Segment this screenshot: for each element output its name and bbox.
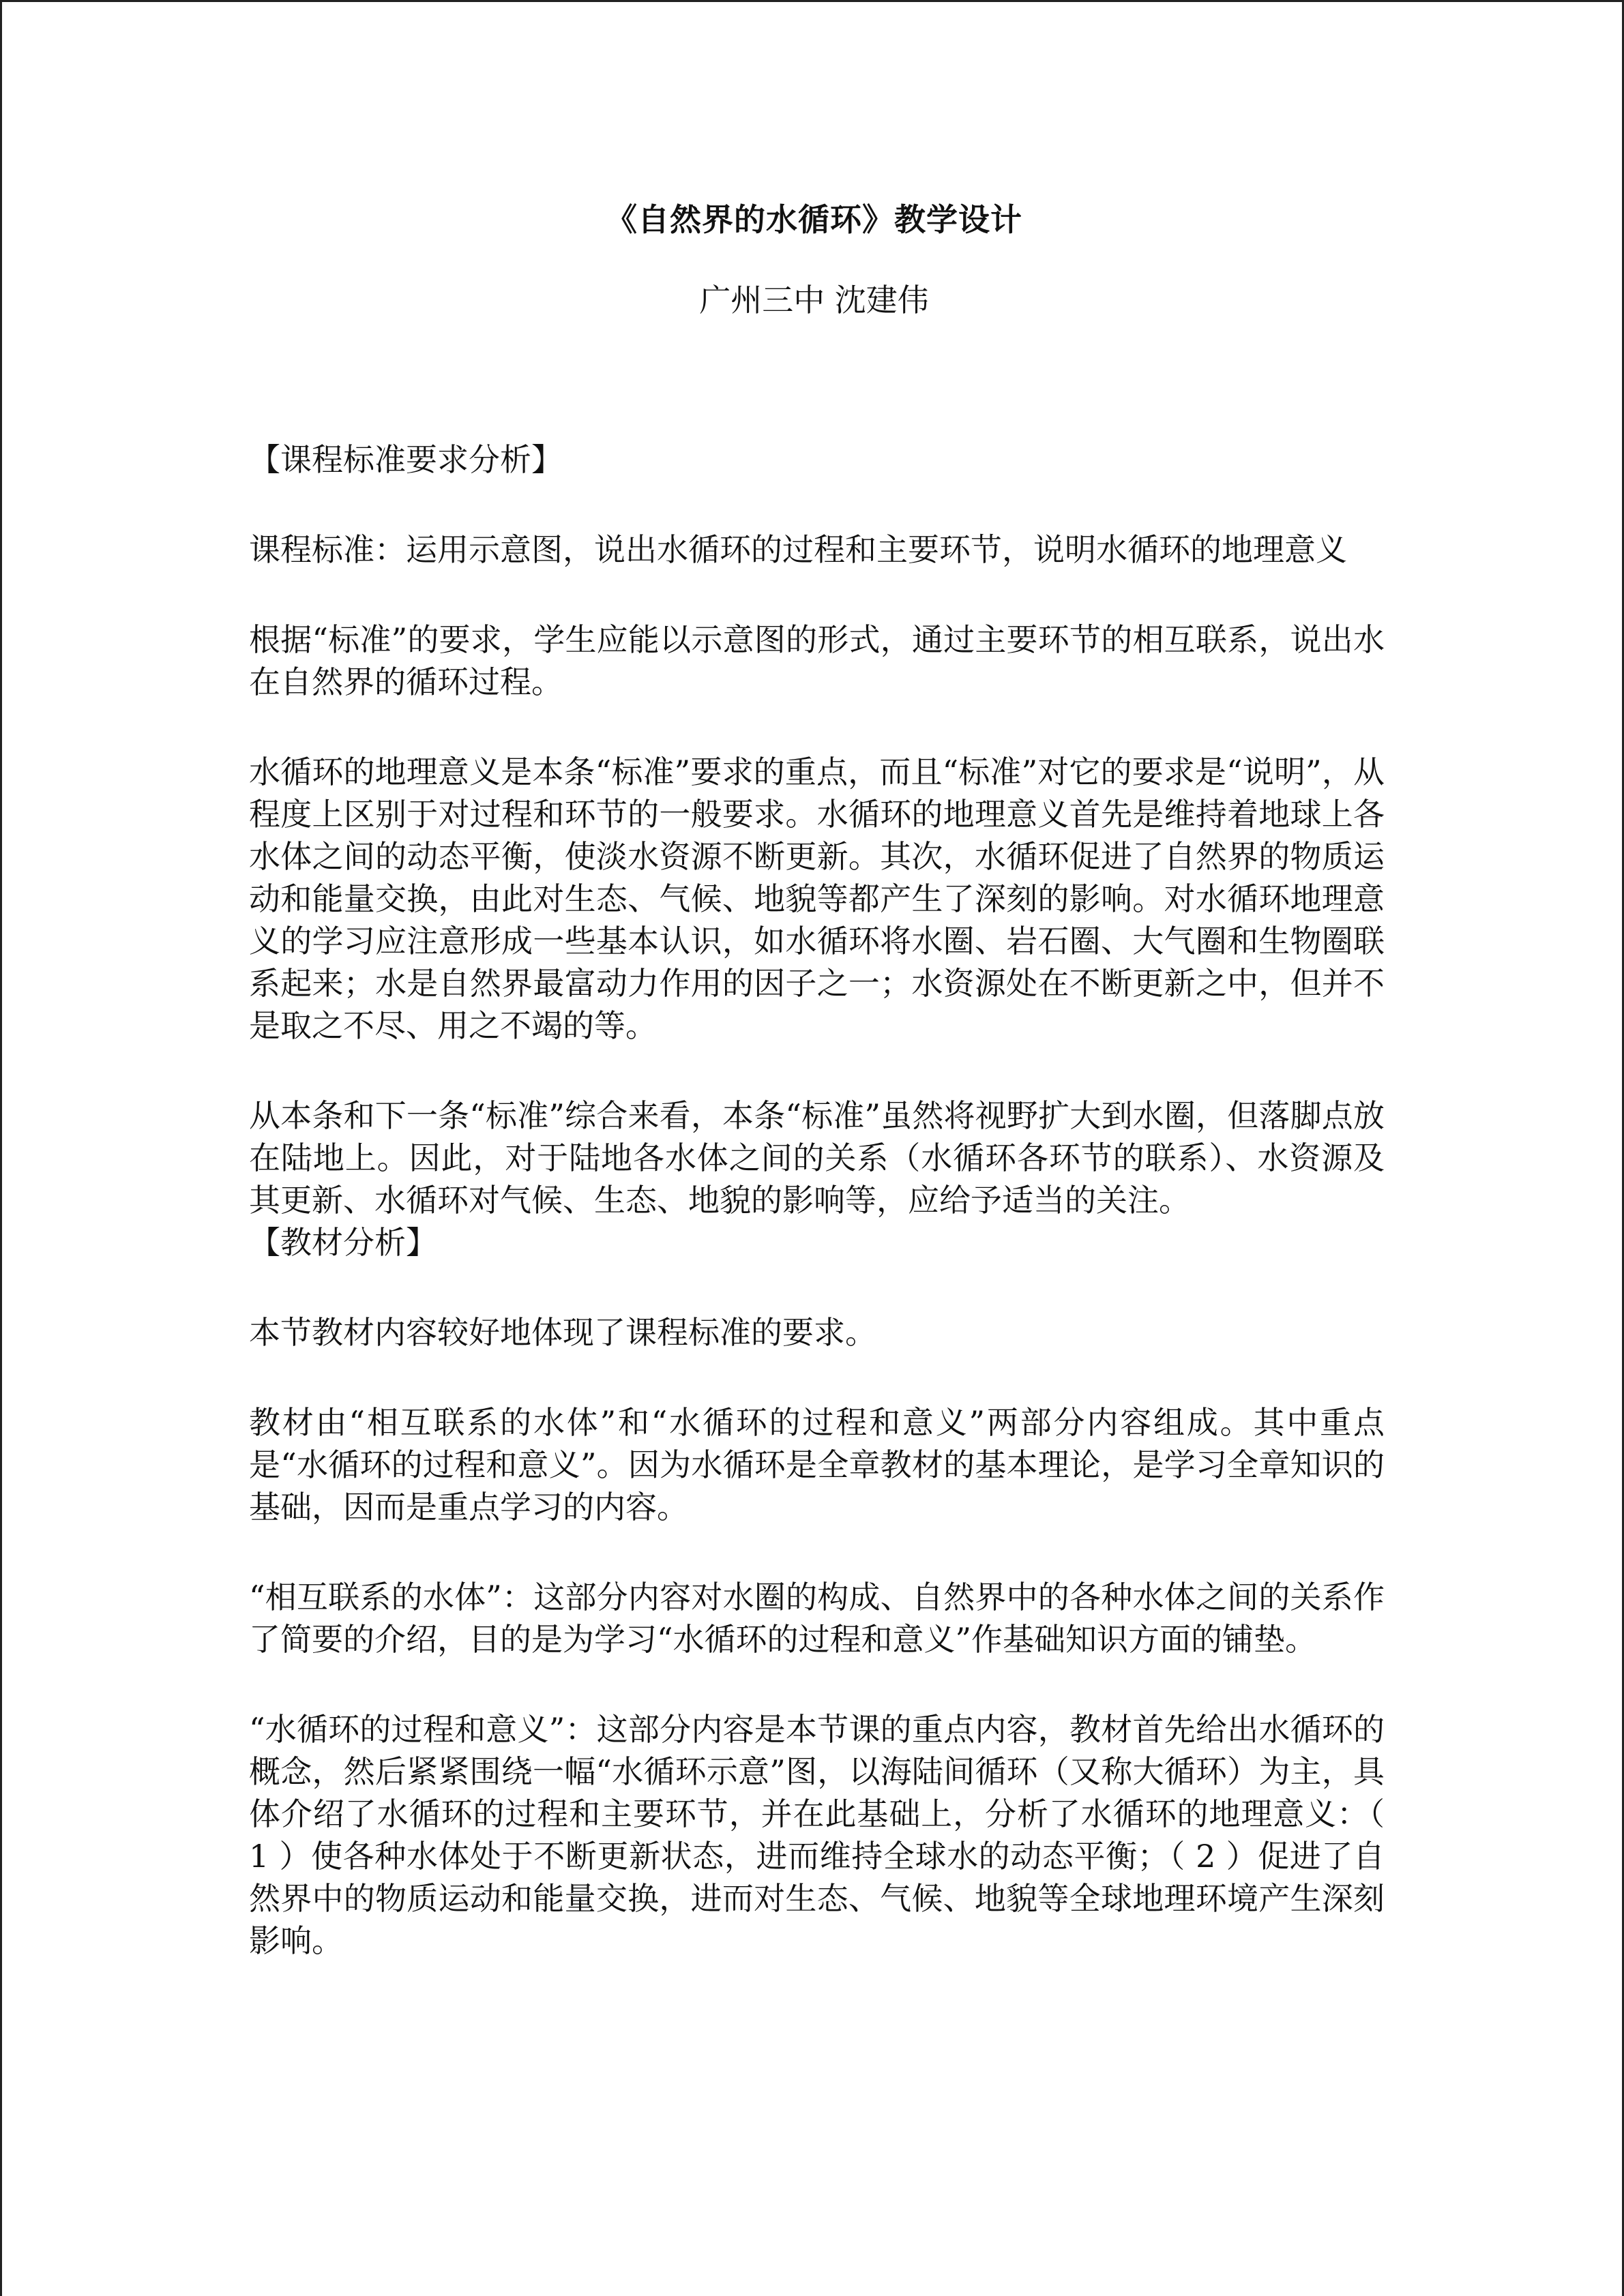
document-title: 《自然界的水循环》教学设计 — [606, 201, 1022, 238]
section-heading: 【教材分析】 — [249, 1224, 437, 1261]
paragraph: “水循环的过程和意义”：这部分内容是本节课的重点内容，教材首先给出水循环的概念，然后紧紧围绕一幅“水循环示意”图，以海陆间循环（又称大循环）为主，具体介绍了水循环的过程和主要环节，并在此基础上，分析了水循环的地理意义：（ 1 ）使各种水体处于不断更新状态，进而维持全球水的动态平衡；（ 2 ）促进了自然界中的物质运动和能量交换，进而对生态、气候、地貌等全球地理环境产生深刻影响。 — [249, 1711, 1385, 1959]
document-author: 广州三中 沈建伟 — [699, 282, 929, 318]
paragraph: 教材由“相互联系的水体”和“水循环的过程和意义”两部分内容组成。其中重点是“水循环的过程和意义”。因为水循环是全章教材的基本理论，是学习全章知识的基础，因而是重点学习的内容。 — [249, 1404, 1385, 1525]
paragraph: 从本条和下一条“标准”综合来看，本条“标准”虽然将视野扩大到水圈，但落脚点放在陆地上。因此，对于陆地各水体之间的关系（水循环各环节的联系）、水资源及其更新、水循环对气候、生态、地貌的影响等，应给予适当的关注。 — [249, 1097, 1385, 1219]
paragraph: 课程标准：运用示意图，说出水循环的过程和主要环节，说明水循环的地理意义 — [249, 531, 1347, 568]
paragraph: 水循环的地理意义是本条“标准”要求的重点，而且“标准”对它的要求是“说明”，从程度上区别于对过程和环节的一般要求。水循环的地理意义首先是维持着地球上各水体之间的动态平衡，使淡水资源不断更新。其次，水循环促进了自然界的物质运动和能量交换，由此对生态、气候、地貌等都产生了深刻的影响。对水循环地理意义的学习应注意形成一些基本认识，如水循环将水圈、岩石圈、大气圈和生物圈联系起来；水是自然界最富动力作用的因子之一；水资源处在不断更新之中，但并不是取之不尽、用之不竭的等。 — [249, 754, 1385, 1044]
paragraph: “相互联系的水体”：这部分内容对水圈的构成、自然界中的各种水体之间的关系作了简要的介绍，目的是为学习“水循环的过程和意义”作基础知识方面的铺垫。 — [249, 1579, 1385, 1658]
paragraph: 根据“标准”的要求，学生应能以示意图的形式，通过主要环节的相互联系，说出水在自然界的循环过程。 — [249, 621, 1385, 700]
section-curriculum-standard — [249, 438, 1385, 1221]
paragraph: 本节教材内容较好地体现了课程标准的要求。 — [249, 1314, 876, 1351]
section-textbook-analysis — [249, 1221, 1385, 1962]
document-body — [249, 438, 1385, 1962]
section-heading: 【课程标准要求分析】 — [249, 441, 563, 478]
